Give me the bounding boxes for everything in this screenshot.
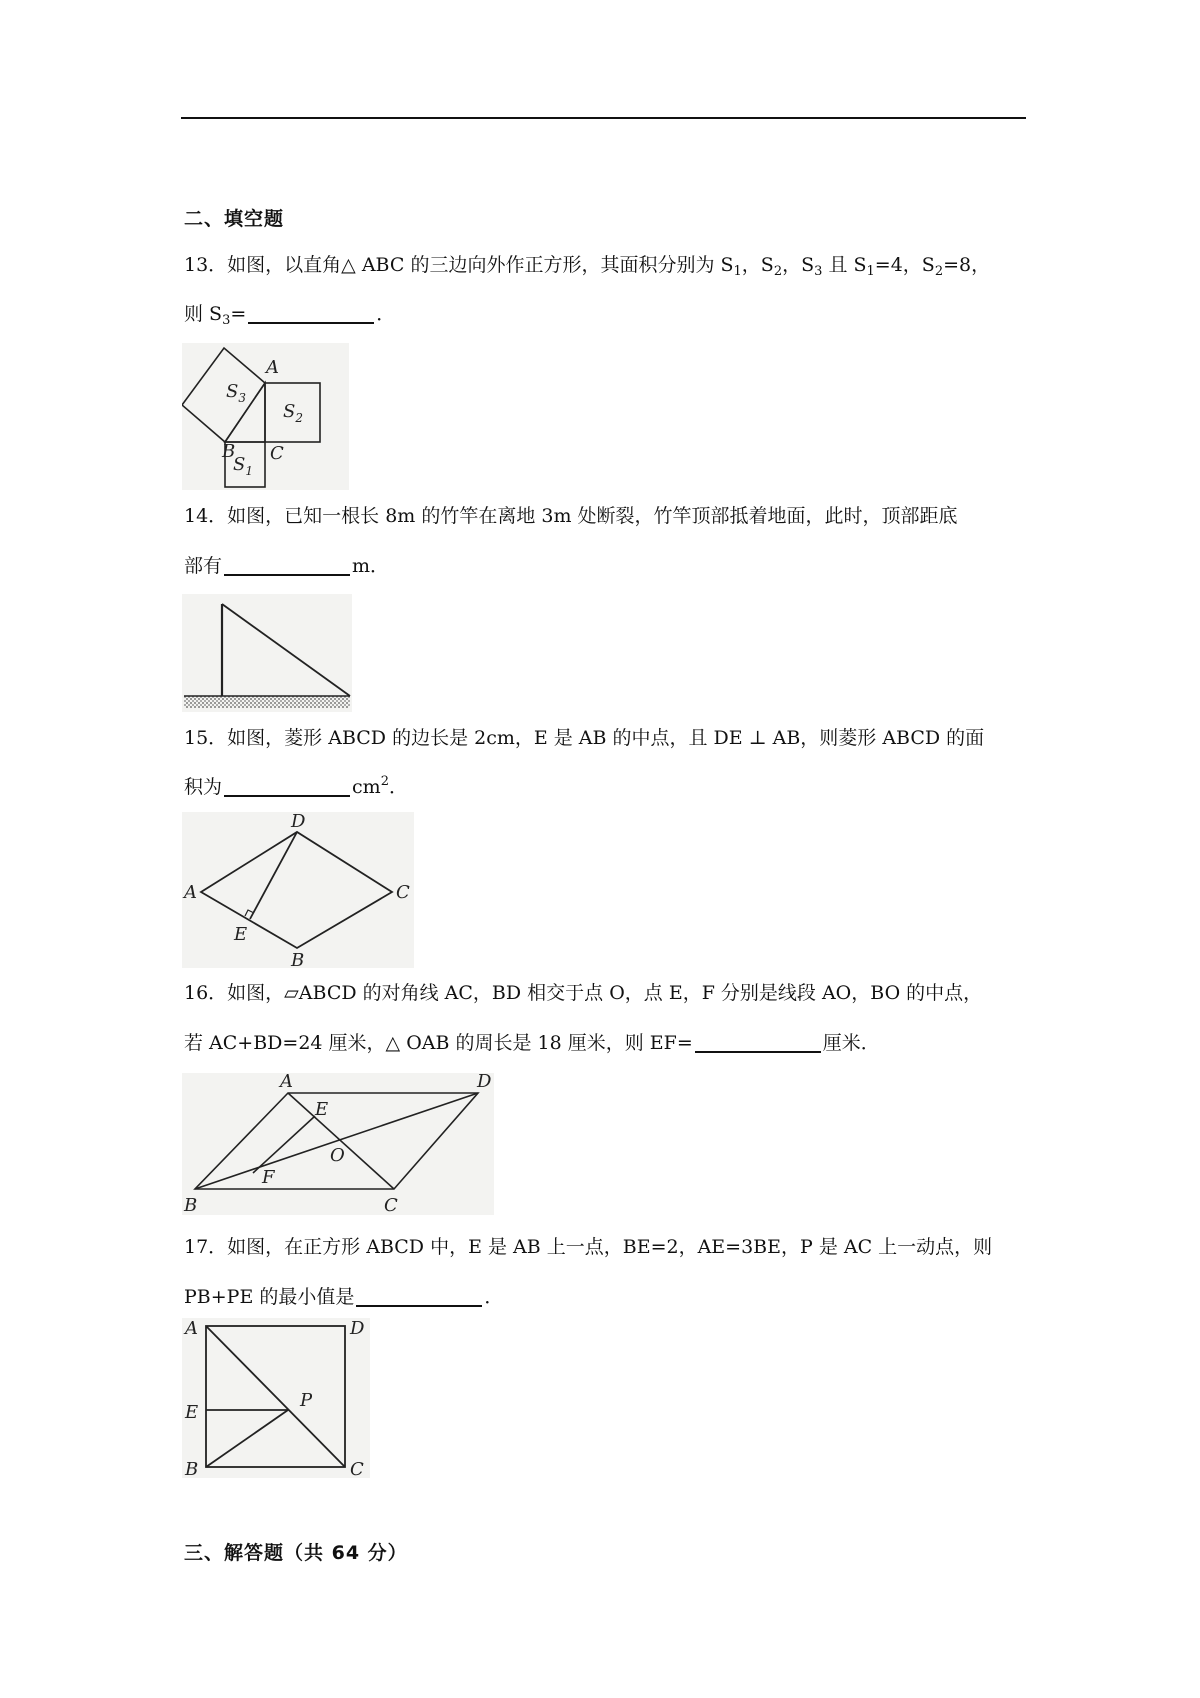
- fig15-label-c: C: [396, 882, 410, 903]
- question-13-line-2: 则 $S_3=$ ．: [184, 303, 396, 328]
- figure-15-rhombus: [182, 812, 414, 968]
- section-title-fill-in: 二、填空题: [184, 208, 285, 230]
- fig17-label-a: A: [185, 1318, 198, 1339]
- figure-14-bamboo: [182, 594, 352, 712]
- fig13-label-a: A: [266, 357, 279, 378]
- question-13-line-1: 13．如图，以直角△ ABC 的三边向外作正方形，其面积分别为 $S_1$，$S_2$，$S_3$ 且 $S_1=4$，$S_2=8$，: [184, 254, 991, 279]
- question-16-line-1: 16．如图，▱ABCD 的对角线 AC，BD 相交于点 O，点 E，F 分别是线段 AO，BO 的中点，: [184, 982, 983, 1004]
- fig16-label-o: O: [330, 1145, 345, 1166]
- answer-blank-13[interactable]: [248, 302, 374, 324]
- fig13-label-s3: $S_3$: [226, 381, 246, 405]
- fig13-label-s1: $S_1$: [233, 454, 253, 478]
- answer-blank-16[interactable]: [695, 1031, 821, 1053]
- answer-blank-17[interactable]: [356, 1285, 482, 1307]
- question-17-line-2: PB+PE 的最小值是 ．: [184, 1286, 504, 1308]
- fig16-label-b: B: [184, 1195, 198, 1215]
- answer-blank-15[interactable]: [224, 775, 350, 797]
- figure-16-parallelogram: [182, 1073, 494, 1215]
- question-14-line-2: 部有 m．: [184, 555, 390, 577]
- question-15-line-1: 15．如图，菱形 ABCD 的边长是 2cm，E 是 AB 的中点，且 DE ⊥ AB，则菱形 ABCD 的面: [184, 727, 985, 749]
- fig16-label-f: F: [262, 1167, 275, 1188]
- fig16-label-d: D: [477, 1073, 492, 1092]
- fig15-label-a: A: [184, 882, 197, 903]
- fig17-label-p: P: [300, 1390, 313, 1411]
- fig17-label-e: E: [185, 1402, 199, 1423]
- question-17-line-1: 17．如图，在正方形 ABCD 中，E 是 AB 上一点，BE=2，AE=3BE，P 是 AC 上一动点，则: [184, 1236, 993, 1258]
- header-rule: [181, 117, 1026, 119]
- question-14-line-1: 14．如图，已知一根长 8m 的竹竿在离地 3m 处断裂，竹竿顶部抵着地面，此时，顶部距底: [184, 505, 958, 527]
- fig15-label-e: E: [234, 924, 248, 945]
- figure-17-square: [182, 1318, 370, 1478]
- fig16-label-c: C: [384, 1195, 398, 1215]
- question-16-line-2: 若 AC+BD=24 厘米，△ OAB 的周长是 18 厘米，则 EF= 厘米．: [184, 1032, 880, 1054]
- fig17-label-d: D: [350, 1318, 365, 1339]
- fig13-label-c: C: [270, 443, 284, 464]
- fig16-label-e: E: [315, 1099, 329, 1120]
- figure-13-squares: [182, 343, 349, 490]
- fig15-label-b: B: [291, 950, 305, 968]
- fig13-label-b: B: [222, 441, 236, 462]
- fig16-label-a: A: [280, 1073, 293, 1092]
- question-15-line-2: 积为 $cm^2$．: [184, 774, 408, 798]
- section-title-solutions: 三、解答题（共 64 分）: [184, 1542, 408, 1564]
- fig13-label-s2: $S_2$: [283, 401, 303, 425]
- fig17-label-b: B: [185, 1459, 199, 1478]
- fig15-label-d: D: [291, 812, 306, 832]
- fig17-label-c: C: [350, 1459, 364, 1478]
- answer-blank-14[interactable]: [224, 554, 350, 576]
